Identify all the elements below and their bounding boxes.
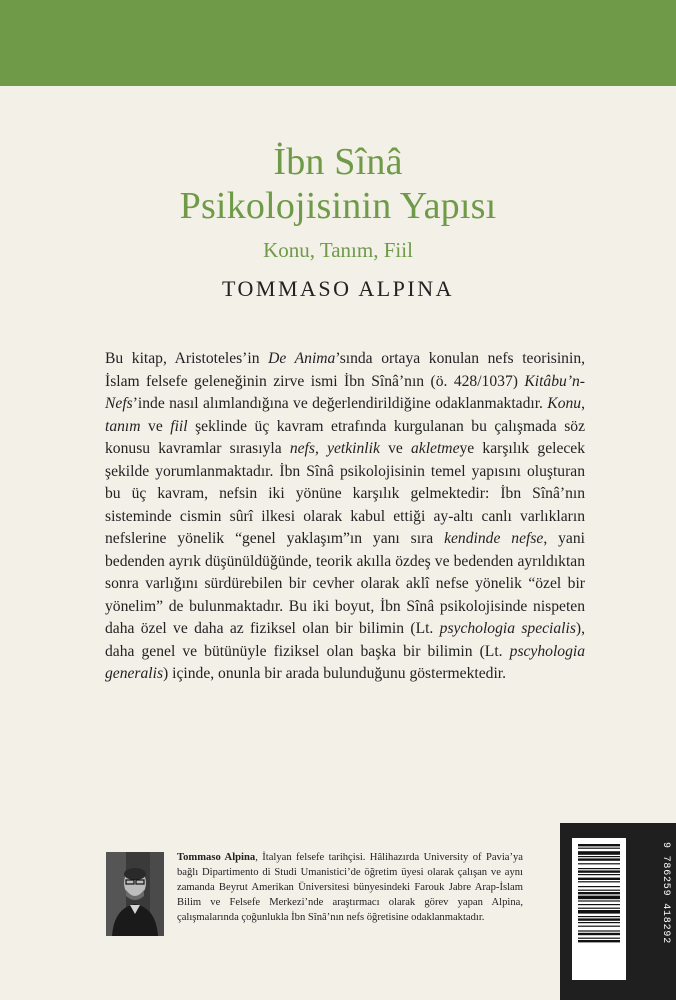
barcode-bar: [578, 908, 620, 909]
barcode-bar: [578, 848, 620, 849]
text-run: ,: [581, 395, 585, 412]
barcode-bar: [578, 886, 620, 887]
text-run: ’sında ortaya konulan nefs teorisinin, İslam felsefe geleneğinin zirve ismi İbn Sînâ’nın (ö. 428/1037): [105, 350, 586, 390]
italic-term: nefs: [289, 440, 315, 457]
italic-title-kitabun-nefs: Kitâbu’n-Nefs: [105, 372, 585, 412]
top-color-band: [0, 0, 676, 86]
author-photo: [106, 852, 164, 936]
text-run: ’inde nasıl alımlandığına ve değerlendirildiğine odaklanmaktadır.: [132, 395, 548, 412]
italic-term: yetkinlik: [327, 440, 380, 457]
text-run: Bu kitap, Aristoteles’in: [105, 350, 269, 367]
barcode-label: [572, 838, 626, 980]
book-author: TOMMASO ALPINA: [221, 276, 454, 301]
text-run: ,: [314, 440, 328, 457]
barcode-bar: [578, 890, 620, 891]
italic-term: fiil: [170, 417, 188, 435]
barcode-bar: [578, 896, 620, 900]
barcode-bar: [578, 930, 620, 931]
text-run: ) içinde, onunla bir arada bulunduğunu göstermektedir.: [163, 665, 507, 682]
barcode-bar: [578, 933, 620, 935]
barcode-bar: [578, 918, 620, 920]
barcode-bar: [578, 904, 620, 905]
author-bio-text: , İtalyan felsefe tarihçisi. Hâlihazırda University of Pavia’ya bağlı Dipartimento di Studi Umanistici’de öğretim üyesi olarak çalışan ve aynı zamanda Beyrut Amerikan Üniversitesi bünyesindeki Farouk Jabre Arap-İslam Bilim ve Felsefe Merkezi’nde araştırmacı olarak görev yapan Alpina, çalışmalarında çoğunlukla İbn Sînâ’nın nefs öğretisine odaklanmaktadır.: [177, 852, 524, 923]
italic-term: pscyhologia generalis: [105, 642, 585, 682]
title-block: [0, 140, 676, 302]
book-title-line-1: İbn Sînâ: [273, 141, 403, 183]
barcode-bar: [578, 892, 620, 894]
isbn-number: [652, 838, 671, 980]
italic-term: akletme: [411, 440, 460, 457]
barcode-bar: [578, 940, 620, 942]
text-run: ve: [140, 417, 171, 435]
back-cover-description: [105, 348, 585, 686]
barcode-bar: [578, 856, 620, 857]
barcode-bar: [578, 858, 620, 860]
barcode-bar: [578, 863, 620, 864]
barcode-bar: [578, 900, 620, 901]
text-run: ), daha genel ve bütünüyle fiziksel olan başka bir bilimin (Lt.: [105, 620, 585, 660]
barcode-bar: [578, 938, 620, 939]
text-run: , yani bedenden ayrık düşünüldüğünde, teorik akılla özdeş ve bedenden ayrıldıktan sonra varlığını sürdürebilen bir cevher olarak aklî nefse yönelik “özel bir yönelim” de bulunmaktadır. Bu iki boyut, İbn Sînâ psikolojisinde nispeten daha özel ve daha az fiziksel olan bir bilimin (Lt.: [105, 530, 585, 637]
book-subtitle: Konu, Tanım, Fiil: [263, 238, 413, 262]
barcode-bar: [578, 874, 620, 875]
barcode-bar: [578, 878, 620, 880]
barcode-bar: [578, 868, 620, 869]
barcode-bar: [578, 910, 620, 914]
italic-title-de-anima: De Anima: [268, 350, 336, 367]
barcode-bar: [578, 926, 620, 927]
description-paragraph: [105, 348, 585, 686]
barcode-bar: [578, 844, 620, 846]
italic-term: psychologia specialis: [439, 620, 576, 637]
author-bio: [177, 850, 523, 925]
barcode-bar: [578, 881, 620, 882]
italic-term: kendinde nefse: [444, 530, 544, 547]
italic-term: Konu: [547, 395, 582, 412]
isbn-number-text: 9 786259 418292: [660, 842, 671, 945]
text-run: ve: [379, 440, 411, 457]
barcode-bar: [578, 916, 620, 917]
text-run: şeklinde üç kavram etrafında kurgulanan bu çalışmada söz konusu kavramlar sırasıyla: [105, 417, 585, 457]
italic-term: tanım: [105, 417, 141, 435]
book-title-line-2: Psikolojisinin Yapısı: [179, 185, 497, 227]
barcode-bar: [578, 851, 620, 855]
barcode-bar: [578, 922, 620, 923]
isbn-barcode: [572, 838, 626, 980]
author-bio-name: Tommaso Alpina: [177, 852, 256, 863]
text-run: ye karşılık gelecek şekilde yorumlanmaktadır. İbn Sînâ psikolojisinin temel yapısını oluşturan bu üç kavram, nefsin iki yönüne karşılık gelmektedir: İbn Sînâ’nın sisteminde cismin sûrî ilkesi olarak kabul ettiği ay-altı canlı varlıkların nefslerine yönelik “genel yaklaşım”ın yanı sıra: [105, 440, 586, 547]
barcode-bar: [578, 870, 620, 872]
